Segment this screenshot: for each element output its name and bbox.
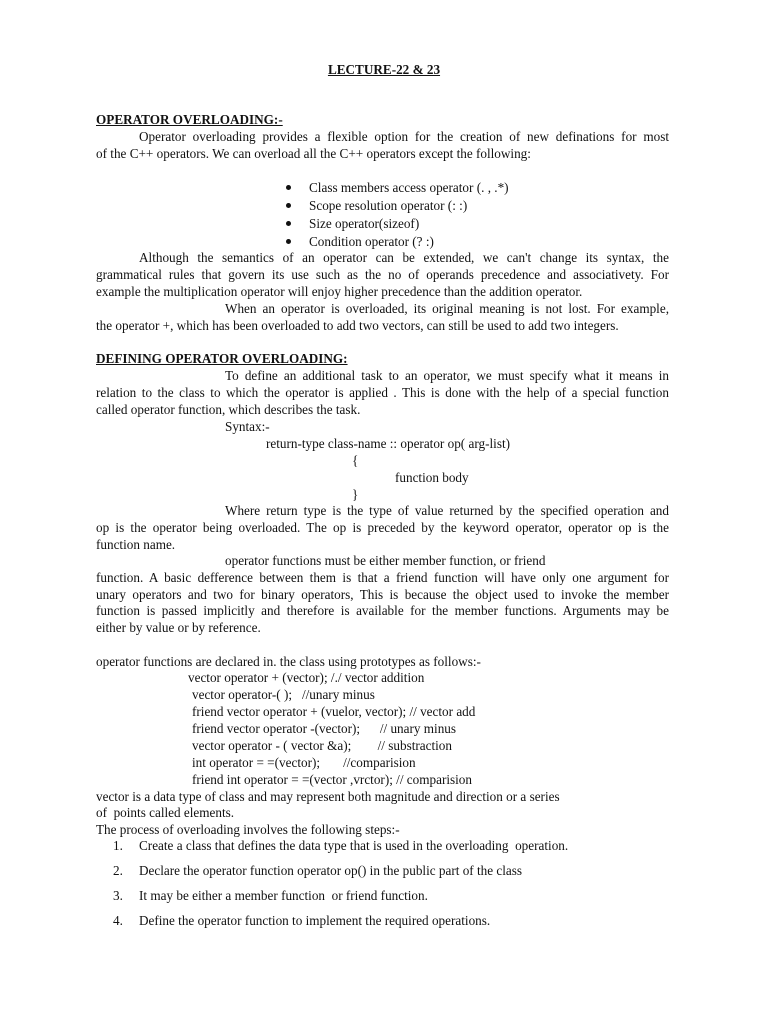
list-item: Class members access operator (. , .*) [309,180,509,195]
list-item: Condition operator (? :) [309,234,434,249]
section-heading-operator-overloading: OPERATOR OVERLOADING:- [96,112,283,127]
paragraph-line: Where return type is the type of value returned by the specified operation and [225,503,669,518]
paragraph-line: When an operator is overloaded, its original meaning is not lost. For example, [225,301,669,316]
code-line: vector operator - ( vector &a); // substraction [192,738,452,753]
paragraph-line: grammatical rules that govern its use such as the no of operands precedence and associativety. For [96,267,669,282]
paragraph-line: function. A basic defference between them is that a friend function will have only one argument for [96,570,669,585]
paragraph-line: Although the semantics of an operator can be extended, we can't change its syntax, the [139,250,669,265]
paragraph-line: of points called elements. [96,805,235,820]
code-line: friend vector operator + (vuelor, vector); // vector add [192,704,476,719]
syntax-line: return-type class-name :: operator op( arg-list) [266,436,511,451]
syntax-label: Syntax:- [225,419,270,434]
paragraph-line: relation to the class to which the operator is applied . This is done with the help of a special function [96,385,669,400]
paragraph-line: unary operators and two for binary operators, This is because the object used to invoke the member [96,587,669,602]
paragraph-line: To define an additional task to an operator, we must specify what it means in [225,368,669,383]
list-item: Scope resolution operator (: :) [309,198,468,213]
bullet-icon [286,185,291,190]
step-number: 1. [113,838,123,853]
step-text: Declare the operator function operator op() in the public part of the class [139,863,523,878]
code-line: int operator = =(vector); //comparision [192,755,416,770]
paragraph-line: called operator function, which describes the task. [96,402,361,417]
step-number: 3. [113,888,123,903]
syntax-brace-open: { [352,453,359,468]
paragraph-line: vector is a data type of class and may represent both magnitude and direction or a series [96,789,560,804]
list-item: Size operator(sizeof) [309,216,420,231]
paragraph-line: op is the operator being overloaded. The op is preceded by the keyword operator, operator op is the [96,520,669,535]
bullet-icon [286,239,291,244]
code-line: vector operator-( ); //unary minus [192,687,375,702]
bullet-icon [286,221,291,226]
code-line: friend int operator = =(vector ,vrctor); // comparision [192,772,472,787]
steps-intro: The process of overloading involves the following steps:- [96,822,400,837]
code-line: friend vector operator -(vector); // unary minus [192,721,457,736]
declarations-intro: operator functions are declared in. the class using prototypes as follows:- [96,654,481,669]
step-text: Define the operator function to implement the required operations. [139,913,491,928]
section-heading-defining-operator-overloading: DEFINING OPERATOR OVERLOADING: [96,351,348,366]
step-text: It may be either a member function or friend function. [139,888,428,903]
syntax-function-body: function body [395,470,469,485]
paragraph-line: either by value or by reference. [96,620,261,635]
paragraph-line: operator functions must be either member function, or friend [225,553,546,568]
paragraph-line: example the multiplication operator will enjoy higher precedence than the addition operator. [96,284,583,299]
bullet-icon [286,203,291,208]
paragraph-line: function is passed implicitly and therefore is available for the member functions. Arguments may be [96,603,669,618]
step-number: 2. [113,863,123,878]
paragraph-line: Operator overloading provides a flexible option for the creation of new definations for most [139,129,669,144]
paragraph-line: of the C++ operators. We can overload all the C++ operators except the following: [96,146,531,161]
page-title: LECTURE-22 & 23 [327,62,441,77]
paragraph-line: function name. [96,537,176,552]
step-number: 4. [113,913,123,928]
syntax-brace-close: } [352,487,359,502]
code-line: vector operator + (vector); /./ vector addition [188,670,425,685]
step-text: Create a class that defines the data type that is used in the overloading operation. [139,838,569,853]
paragraph-line: the operator +, which has been overloaded to add two vectors, can still be used to add two integers. [96,318,619,333]
